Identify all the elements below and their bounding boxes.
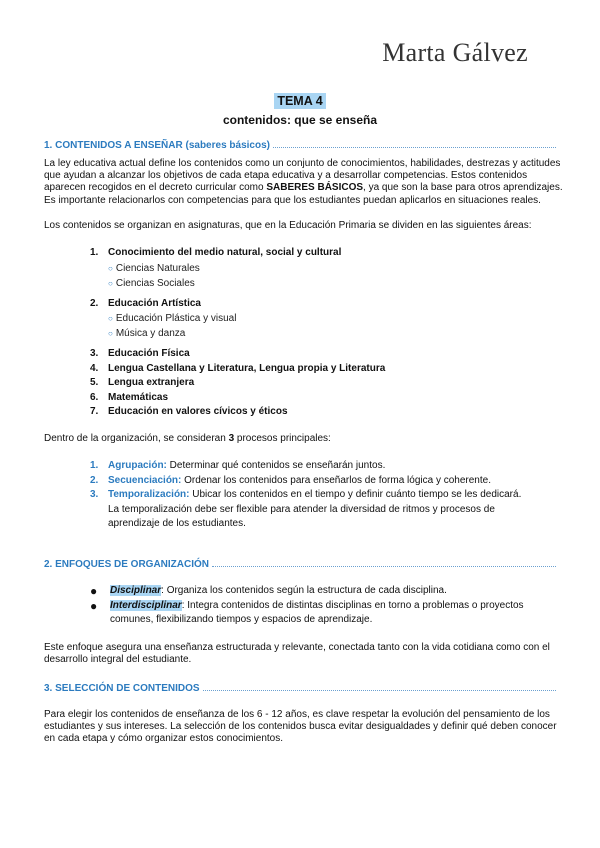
circle-bullet-icon: ○ (108, 314, 113, 323)
section-1-heading (44, 140, 556, 151)
area-label: Lengua Castellana y Literatura, Lengua propia y Literatura (108, 362, 386, 374)
author-name: Marta Gálvez (382, 38, 528, 67)
approach-item (90, 599, 530, 628)
approach-text: : Integra contenidos de distintas disciplinas en torno a problemas o proyectos comunes, flexibilizando tiempos y espacios de aprendizaje. (110, 599, 524, 626)
section-divider (203, 690, 556, 691)
area-item (90, 362, 560, 377)
area-item (90, 391, 560, 406)
approaches-list (90, 584, 530, 628)
area-item (90, 376, 560, 391)
process-text: Ubicar los contenidos en el tiempo y definir cuánto tiempo se les dedicará. La temporalización debe ser flexible para atender la diversidad de ritmos y procesos de aprendizaje de los estudiantes. (108, 489, 522, 530)
area-number: 1. (90, 247, 99, 258)
section-2-heading (44, 559, 556, 570)
title-block (0, 92, 600, 127)
approach-summary: Este enfoque asegura una enseñanza estructurada y relevante, conectada tanto con la vida cotidiana como con el desarrollo integral del estudiante. (44, 642, 550, 666)
sub-item (90, 261, 560, 276)
intro-text-c: , ya que son la base para otros aprendizajes. Es importante relacionarlos con competencias para que los estudiantes puedan aplicarlos en situaciones reales. (44, 182, 563, 206)
circle-bullet-icon: ○ (108, 263, 113, 273)
process-item (90, 488, 530, 532)
area-number: 7. (90, 406, 99, 417)
sub-item-label: Ciencias Sociales (115, 277, 195, 289)
processes-intro-c: procesos principales: (234, 433, 331, 444)
circle-bullet-icon: ○ (108, 329, 113, 338)
area-item (90, 347, 560, 362)
process-key: Temporalización: (108, 489, 190, 501)
approach-item (90, 584, 530, 599)
sub-item (90, 276, 560, 291)
process-key: Agrupación: (108, 460, 167, 471)
section-3-title: 3. SELECCIÓN DE CONTENIDOS (44, 683, 200, 694)
circle-bullet-icon: ○ (108, 278, 113, 288)
area-item (90, 297, 560, 312)
area-label: Educación Física (108, 348, 190, 359)
saberes-basicos-term: SABERES BÁSICOS (266, 182, 364, 194)
sub-item-label: Música y danza (115, 328, 186, 339)
document-subtitle: contenidos: que se enseña (222, 113, 378, 127)
bullet-icon: ● (90, 598, 98, 613)
sub-item-label: Educación Plástica y visual (115, 313, 237, 324)
area-label: Matemáticas (108, 391, 169, 403)
area-number: 6. (90, 391, 99, 403)
sub-item-label: Ciencias Naturales (115, 262, 200, 274)
section-1-title: 1. CONTENIDOS A ENSEÑAR (saberes básicos) (44, 140, 270, 151)
processes-list (90, 459, 530, 532)
intro-text-a: La ley educativa actual define los contenidos como un conjunto de conocimientos, habilidades, destrezas y actitudes que ayudan a alcanzar los objetivos de cada etapa educativa y a desarrollar competencias. Estos contenidos aparecen recogidos en el decreto curricular como (44, 158, 561, 194)
area-label: Educación en valores cívicos y éticos (108, 406, 288, 417)
areas-list (90, 246, 560, 420)
section-divider (212, 566, 556, 567)
processes-intro-a: Dentro de la organización, se consideran (44, 433, 229, 444)
sub-item (90, 311, 560, 326)
section-divider (273, 147, 556, 148)
area-number: 3. (90, 348, 99, 359)
section-2-title: 2. ENFOQUES DE ORGANIZACIÓN (44, 559, 210, 570)
process-text: Determinar qué contenidos se enseñarán juntos. (166, 460, 386, 471)
area-number: 2. (90, 297, 99, 309)
processes-count: 3 (228, 433, 235, 444)
process-text: Ordenar los contenidos para enseñarlos de forma lógica y coherente. (181, 474, 491, 486)
area-number: 4. (90, 362, 99, 374)
tema-label: TEMA 4 (274, 93, 325, 109)
area-item (90, 405, 560, 420)
approach-key: Disciplinar (110, 585, 162, 596)
bullet-icon: ● (90, 584, 98, 598)
area-label: Educación Artística (108, 297, 201, 309)
area-label: Conocimiento del medio natural, social y cultural (108, 247, 342, 258)
area-item (90, 246, 560, 261)
section-3-heading (44, 683, 556, 694)
process-number: 1. (90, 460, 99, 471)
area-label: Lengua extranjera (108, 377, 195, 388)
intro-paragraph (44, 158, 564, 207)
approach-text: : Organiza los contenidos según la estructura de cada disciplina. (161, 585, 447, 596)
selection-paragraph: Para elegir los contenidos de enseñanza de los 6 - 12 años, es clave respetar la evolución del pensamiento de los estudiantes y sus intereses. La selección de los contenidos busca evitar desigualdades y definir qué deben conocer en cada etapa y cómo organizar estos conocimientos. (44, 709, 557, 745)
sub-item (90, 326, 560, 341)
process-item (90, 459, 530, 474)
process-number: 3. (90, 489, 99, 501)
process-item (90, 474, 530, 489)
areas-intro: Los contenidos se organizan en asignaturas, que en la Educación Primaria se dividen en las siguientes áreas: (44, 220, 532, 231)
process-number: 2. (90, 474, 99, 486)
approach-key: Interdisciplinar (110, 599, 182, 611)
processes-intro (44, 433, 564, 445)
process-key: Secuenciación: (108, 474, 182, 486)
area-number: 5. (90, 377, 99, 388)
